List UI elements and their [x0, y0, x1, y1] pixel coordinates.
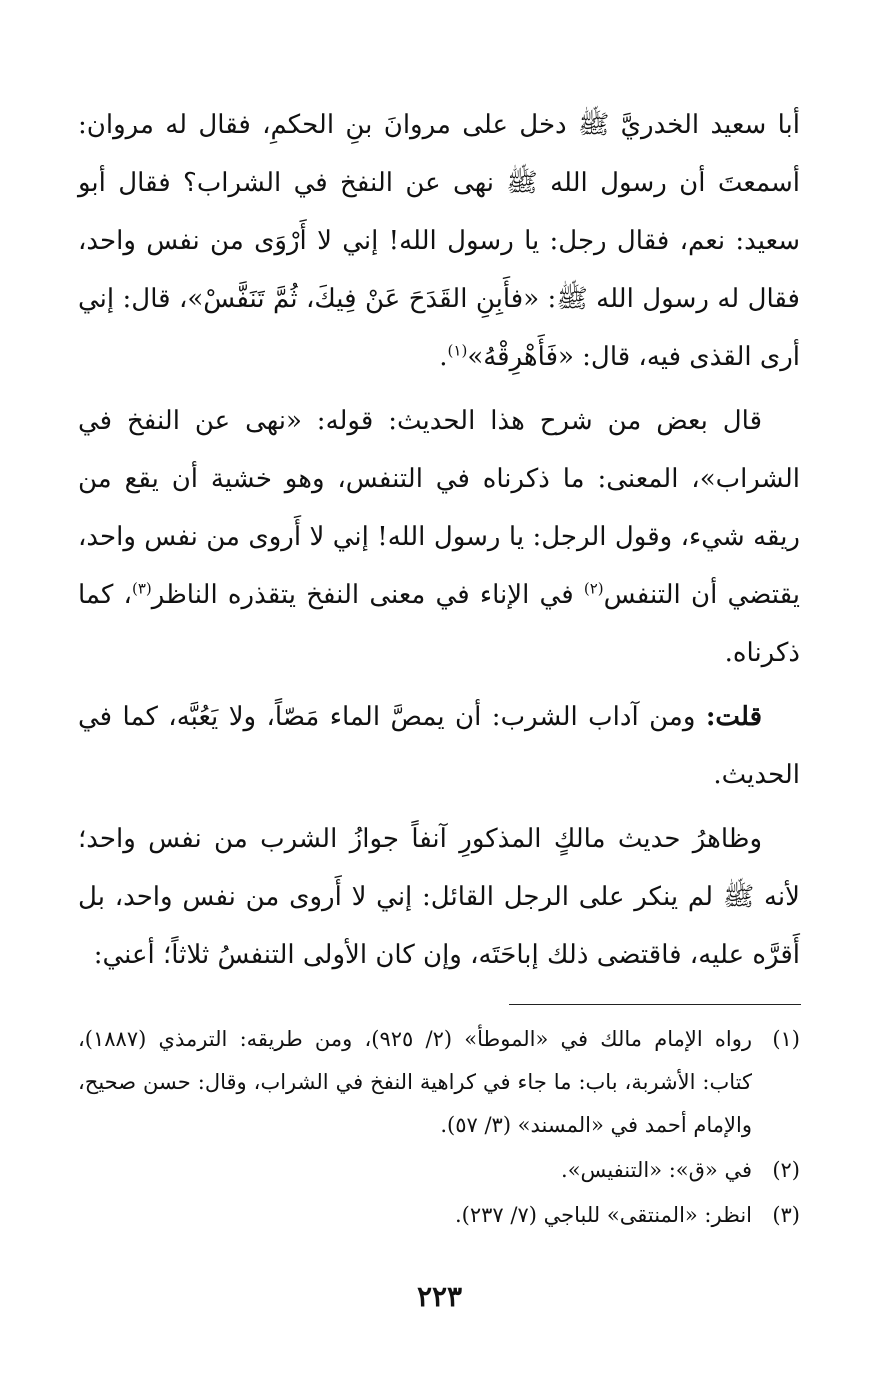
paragraph-1-text: أبا سعيد الخدريَّ ﷺ دخل على مروانَ بنِ الحكمِ، فقال له مروان: أسمعتَ أن رسول الله ﷺ نهى عن النفخ في الشراب؟ فقال أبو سعيد: نعم، فقال رجل: يا رسول الله! إني لا أَرْوَى من نفس واحد، فقال له رسول الله ﷺ: «فأَبِنِ القَدَحَ عَنْ فِيكَ، ثُمَّ تَنَفَّسْ»، قال: إني أرى القذى فيه، قال: «فَأَهْرِقْهُ»: [78, 110, 800, 372]
paragraph-2: [78, 392, 800, 682]
footnote-text: في «ق»: «التنفيس».: [561, 1158, 752, 1182]
paragraph-1-end: .: [439, 342, 448, 372]
page-number: ٢٢٣: [416, 1280, 463, 1313]
footnote-divider: [509, 1004, 801, 1005]
paragraph-3: [78, 688, 800, 804]
paragraph-2-text-b: في الإناء في معنى النفخ يتقذره الناظر: [151, 580, 584, 610]
footnote-ref-1[interactable]: (١): [447, 341, 468, 360]
footnote-number: (٢): [772, 1158, 800, 1182]
paragraph-3-text: ومن آداب الشرب: أن يمصَّ الماء مَصّاً، ولا يَعُبَّه، كما في الحديث.: [78, 702, 800, 790]
footnotes: [78, 1018, 800, 1239]
paragraph-3-lead: قلت:: [705, 702, 762, 732]
footnote-text: انظر: «المنتقى» للباجي (٧/ ٢٣٧).: [455, 1203, 752, 1227]
footnote-number: (٣): [772, 1203, 800, 1227]
paragraph-4-text: وظاهرُ حديث مالكٍ المذكورِ آنفاً جوازُ الشرب من نفس واحد؛ لأنه ﷺ لم ينكر على الرجل القائل: إني لا أَروى من نفس واحد، بل أَقرَّه عليه، فاقتضى ذلك إباحَتَه، وإن كان الأولى التنفسُ ثلاثاً؛ أعني:: [78, 824, 800, 970]
footnote-1: [78, 1018, 800, 1147]
footnote-3: [78, 1194, 800, 1237]
footnote-number: (١): [772, 1027, 800, 1051]
footnote-ref-2[interactable]: (٢): [583, 579, 604, 598]
footnote-2: [78, 1149, 800, 1192]
paragraph-4: [78, 810, 800, 984]
footnote-ref-3[interactable]: (٣): [131, 579, 152, 598]
footnote-text: رواه الإمام مالك في «الموطأ» (٢/ ٩٢٥)، ومن طريقه: الترمذي (١٨٨٧)، كتاب: الأشربة، باب: ما جاء في كراهية النفخ في الشراب، وقال: حسن صحيح، والإمام أحمد في «المسند» (٣/ ٥٧).: [78, 1027, 752, 1137]
paragraph-2-text-a: قال بعض من شرح هذا الحديث: قوله: «نهى عن النفخ في الشراب»، المعنى: ما ذكرناه في التنفس، وهو خشية أن يقع من ريقه شيء، وقول الرجل: يا رسول الله! إني لا أَروى من نفس واحد، يقتضي أن التنفس: [78, 406, 800, 610]
paragraph-2-text-c: ، كما ذكرناه.: [78, 580, 800, 668]
main-text: [78, 96, 800, 990]
paragraph-1: [78, 96, 800, 386]
